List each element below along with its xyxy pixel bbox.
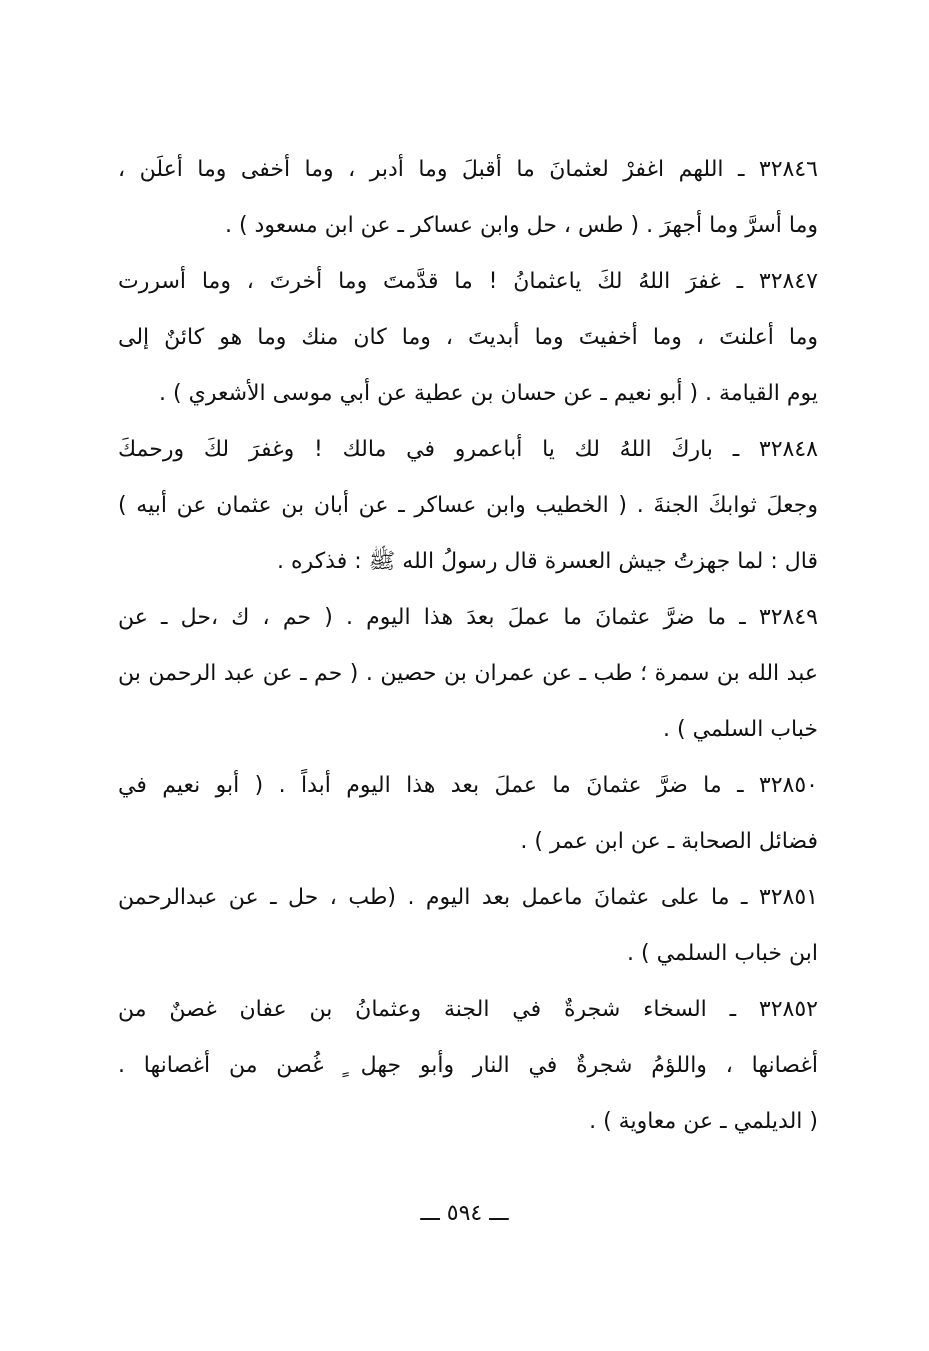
text-line: قال : لما جهزتُ جيش العسرة قال رسولُ الله ﷺ : فذكره . — [277, 549, 818, 574]
hadith-entry-32847 — [118, 254, 818, 422]
text-line: وما أعلنتَ ، وما أخفيتَ وما أبديتَ ، وما كان منك وما هو كائنٌ إلى — [118, 325, 818, 350]
text-line: ( الديلمي ـ عن معاوية ) . — [589, 1109, 818, 1134]
page-number: ـــ ٥٩٤ ـــ — [420, 1201, 509, 1226]
text-line: عبد الله بن سمرة ؛ طب ـ عن عمران بن حصين . ( حم ـ عن عبد الرحمن بن — [118, 661, 818, 686]
text-line: ٣٢٨٤٦ ـ اللهم اغفرْ لعثمانَ ما أقبلَ وما أدبر ، وما أخفى وما أعلَن ، — [118, 157, 818, 182]
hadith-entry-32850 — [118, 758, 818, 870]
text-line: ٣٢٨٤٩ ـ ما ضرَّ عثمانَ ما عملَ بعدَ هذا اليوم . ( حم ، ك ،حل ـ عن — [118, 605, 818, 630]
text-line: ٣٢٨٤٨ ـ باركَ اللهُ لك يا أباعمرو في مالك ! وغفرَ لكَ ورحمكَ — [118, 437, 818, 462]
text-line: ٣٢٨٥٢ ـ السخاء شجرةٌ في الجنة وعثمانُ بن عفان غصنٌ من — [118, 997, 818, 1022]
text-line: وما أسرَّ وما أجهرَ . ( طس ، حل وابن عساكر ـ عن ابن مسعود ) . — [224, 213, 818, 238]
hadith-entry-32852 — [118, 982, 818, 1150]
hadith-entry-32848 — [118, 422, 818, 590]
text-line: وجعلَ ثوابكَ الجنةَ . ( الخطيب وابن عساكر ـ عن أبان بن عثمان عن أبيه ) — [118, 493, 818, 518]
page-body — [118, 142, 818, 1150]
hadith-entry-32846 — [118, 142, 818, 254]
text-line: ابن خباب السلمي ) . — [627, 941, 818, 966]
text-line: فضائل الصحابة ـ عن ابن عمر ) . — [520, 829, 818, 854]
text-line: أغصانها ، واللؤمُ شجرةٌ في النار وأبو جهل ٍ غُصن من أغصانها . — [118, 1053, 818, 1078]
text-line: ٣٢٨٥١ ـ ما على عثمانَ ماعمل بعد اليوم . (طب ، حل ـ عن عبدالرحمن — [118, 885, 818, 910]
text-line: يوم القيامة . ( أبو نعيم ـ عن حسان بن عطية عن أبي موسى الأشعري ) . — [159, 381, 818, 406]
hadith-entry-32851 — [118, 870, 818, 982]
text-line: ٣٢٨٥٠ ـ ما ضرَّ عثمانَ ما عملَ بعد هذا اليوم أبداً . ( أبو نعيم في — [118, 773, 818, 798]
text-line: ٣٢٨٤٧ ـ غفرَ اللهُ لكَ ياعثمانُ ! ما قدَّمتَ وما أخرتَ ، وما أسررت — [118, 269, 818, 294]
hadith-entry-32849 — [118, 590, 818, 758]
text-line: خباب السلمي ) . — [663, 717, 818, 742]
